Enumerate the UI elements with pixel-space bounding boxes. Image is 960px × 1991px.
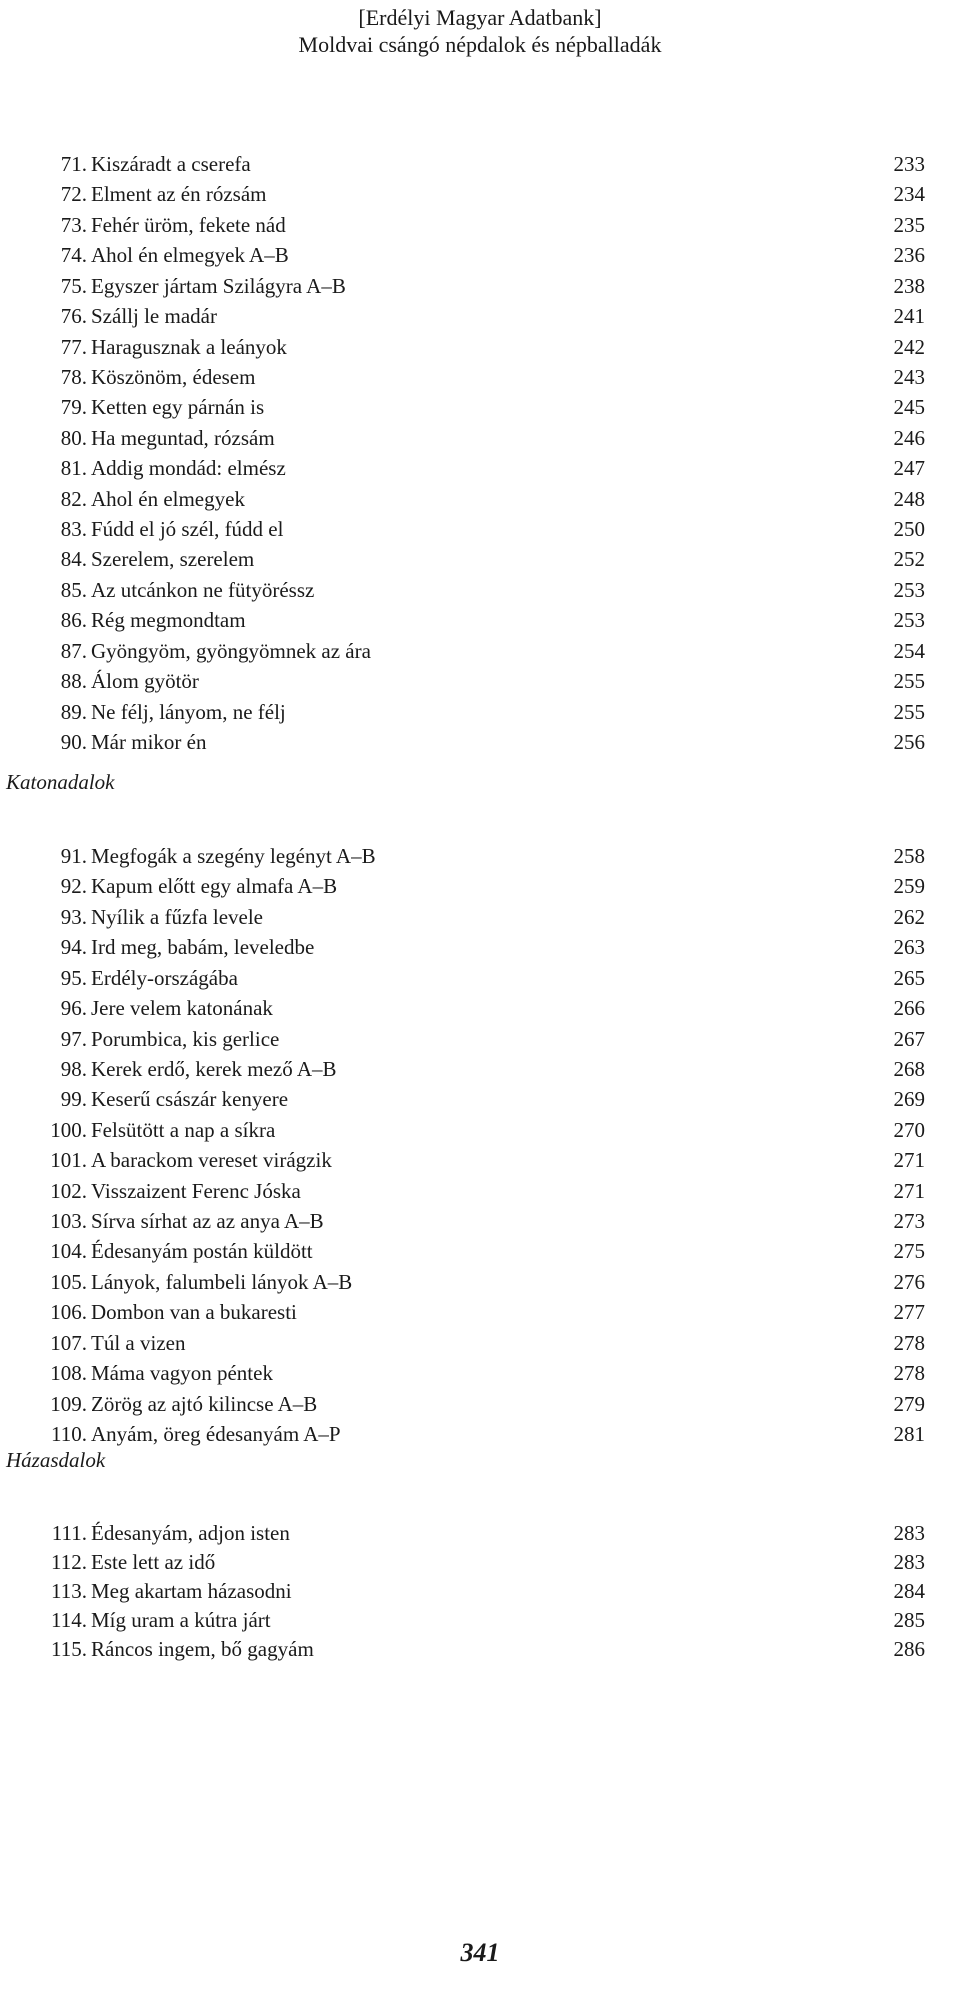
toc-entry-number: 99. xyxy=(60,1087,87,1112)
toc-entry-number: 86. xyxy=(60,608,87,633)
toc-entry xyxy=(0,577,960,603)
toc-entry-page: 281 xyxy=(893,1421,925,1446)
toc-entry-number: 72. xyxy=(60,182,87,207)
toc-entry-number: 106. xyxy=(50,1300,87,1325)
toc-entry-title: Az utcánkon ne fütyöréssz xyxy=(91,577,315,602)
toc-entry-number: 79. xyxy=(60,395,87,420)
toc-entry-number: 76. xyxy=(60,304,87,329)
toc-entry-number: 96. xyxy=(60,996,87,1021)
toc-entry-number: 71. xyxy=(60,152,87,176)
toc-entry xyxy=(0,273,960,299)
page-header xyxy=(0,0,960,58)
toc-entry-number: 87. xyxy=(60,638,87,663)
toc-entry xyxy=(0,607,960,633)
toc-entry xyxy=(0,546,960,572)
toc-entry-number: 78. xyxy=(60,364,87,389)
toc-entry-number: 105. xyxy=(50,1269,87,1294)
toc-entry-page: 247 xyxy=(893,456,925,481)
toc-entry-page: 270 xyxy=(893,1117,925,1142)
toc-entry xyxy=(0,1117,960,1143)
toc-entry-title: Sírva sírhat az az anya A–B xyxy=(91,1209,324,1234)
toc-entry-title: Meg akartam házasodni xyxy=(91,1579,292,1603)
toc-entry xyxy=(0,1578,960,1604)
toc-entry-number: 81. xyxy=(60,456,87,481)
header-title: Moldvai csángó népdalok és népballadák xyxy=(298,32,662,57)
toc-entry-page: 259 xyxy=(893,874,925,899)
toc-entry xyxy=(0,729,960,755)
toc-entry-number: 83. xyxy=(60,517,87,542)
toc-entry-page: 279 xyxy=(893,1391,925,1416)
toc-entry-title: Máma vagyon péntek xyxy=(91,1361,273,1386)
toc-entry-title: Elment az én rózsám xyxy=(91,182,267,207)
toc-entry-number: 104. xyxy=(50,1239,87,1264)
toc-entry xyxy=(0,904,960,930)
toc-entry-title: Visszaizent Ferenc Jóska xyxy=(91,1178,301,1203)
toc-entry-title: Fehér üröm, fekete nád xyxy=(91,212,286,237)
page-number: 341 xyxy=(460,1938,500,1967)
toc-entry-title: Ahol én elmegyek xyxy=(91,486,245,511)
toc-entry-number: 100. xyxy=(50,1117,87,1142)
toc-entry xyxy=(0,1391,960,1417)
toc-entry-title: Megfogák a szegény legényt A–B xyxy=(91,844,376,868)
toc-entry-number: 92. xyxy=(60,874,87,899)
toc-entry-number: 95. xyxy=(60,965,87,990)
toc-entry-page: 258 xyxy=(893,844,925,868)
toc-entry-page: 271 xyxy=(893,1148,925,1173)
toc-entry-page: 242 xyxy=(893,334,925,359)
toc-entry-title: Haragusznak a leányok xyxy=(91,334,287,359)
toc-entry xyxy=(0,1056,960,1082)
section-heading-hazasdalok: Házasdalok xyxy=(6,1448,106,1472)
toc-entry-page: 268 xyxy=(893,1056,925,1081)
toc-entry xyxy=(0,364,960,390)
toc-entry-page: 253 xyxy=(893,608,925,633)
toc-entry-number: 77. xyxy=(60,334,87,359)
toc-entry-number: 73. xyxy=(60,212,87,237)
toc-entry-title: Anyám, öreg édesanyám A–P xyxy=(91,1421,341,1446)
toc-entry xyxy=(0,873,960,899)
toc-entry-page: 269 xyxy=(893,1087,925,1112)
toc-entry xyxy=(0,1421,960,1447)
toc-entry-title: Kapum előtt egy almafa A–B xyxy=(91,874,338,899)
toc-entry-number: 93. xyxy=(60,904,87,929)
toc-entry-title: Kiszáradt a cserefa xyxy=(91,152,251,176)
toc-entry-page: 252 xyxy=(893,547,925,572)
toc-entry-title: Este lett az idő xyxy=(91,1550,216,1574)
toc-entry-title: Jere velem katonának xyxy=(91,996,273,1021)
toc-entry-page: 255 xyxy=(893,699,925,724)
toc-entry xyxy=(0,1607,960,1633)
toc-entry-page: 246 xyxy=(893,425,925,450)
toc-entry xyxy=(0,1269,960,1295)
toc-entry-title: Dombon van a bukaresti xyxy=(91,1300,297,1325)
toc-entry-title: Édesanyám postán küldött xyxy=(91,1239,313,1264)
toc-entry xyxy=(0,1360,960,1386)
toc-entry-page: 248 xyxy=(893,486,925,511)
toc-entry xyxy=(0,212,960,238)
toc-entry-page: 284 xyxy=(893,1579,925,1603)
toc-entry-page: 267 xyxy=(893,1026,925,1051)
toc-entry-number: 115. xyxy=(51,1637,87,1661)
toc-entry-page: 285 xyxy=(893,1608,925,1632)
toc-entry-title: Lányok, falumbeli lányok A–B xyxy=(91,1269,353,1294)
toc-entry xyxy=(0,394,960,420)
toc-entry xyxy=(0,934,960,960)
toc-entry xyxy=(0,181,960,207)
toc-entry xyxy=(0,486,960,512)
toc-entry-number: 91. xyxy=(60,844,87,868)
toc-entry-title: Túl a vizen xyxy=(91,1330,186,1355)
toc-entry xyxy=(0,455,960,481)
toc-entry-number: 98. xyxy=(60,1056,87,1081)
toc-entry xyxy=(0,1026,960,1052)
toc-entry-title: Felsütött a nap a síkra xyxy=(91,1117,276,1142)
toc-entry xyxy=(0,1238,960,1264)
toc-entry-number: 80. xyxy=(60,425,87,450)
toc-entry-page: 243 xyxy=(893,364,925,389)
toc-entry-page: 235 xyxy=(893,212,925,237)
toc-entry xyxy=(0,334,960,360)
toc-entry-title: Ne félj, lányom, ne félj xyxy=(91,699,286,724)
toc-entry-title: Egyszer jártam Szilágyra A–B xyxy=(91,273,346,298)
toc-entry-title: Köszönöm, édesem xyxy=(91,364,256,389)
toc-entry-title: Porumbica, kis gerlice xyxy=(91,1026,280,1051)
toc-entry xyxy=(0,1299,960,1325)
toc-entry-title: Ird meg, babám, leveledbe xyxy=(91,935,315,960)
toc-entry-page: 266 xyxy=(893,996,925,1021)
toc-entry xyxy=(0,1147,960,1173)
toc-entry-page: 241 xyxy=(893,304,925,329)
toc-entry-page: 250 xyxy=(893,517,925,542)
toc-entry-page: 253 xyxy=(893,577,925,602)
header-source: [Erdélyi Magyar Adatbank] xyxy=(358,5,602,30)
toc-entry-number: 103. xyxy=(50,1209,87,1234)
toc-entry-title: Ha meguntad, rózsám xyxy=(91,425,275,450)
toc-entry-page: 283 xyxy=(893,1521,925,1545)
toc-entry-title: Fúdd el jó szél, fúdd el xyxy=(91,517,284,542)
toc-entry xyxy=(0,668,960,694)
toc-entry-title: Édesanyám, adjon isten xyxy=(91,1521,290,1545)
toc-entry xyxy=(0,1178,960,1204)
toc-entry-number: 75. xyxy=(60,273,87,298)
toc-entry-title: Ketten egy párnán is xyxy=(91,395,265,420)
toc-entry-page: 277 xyxy=(893,1300,925,1325)
toc-entry xyxy=(0,1636,960,1662)
toc-entry-title: Rég megmondtam xyxy=(91,608,246,633)
toc-entry-number: 74. xyxy=(60,243,87,268)
toc-entry-title: Szerelem, szerelem xyxy=(91,547,255,572)
toc-entry-page: 276 xyxy=(893,1269,925,1294)
toc-entry-number: 85. xyxy=(60,577,87,602)
toc-entry xyxy=(0,425,960,451)
toc-entry xyxy=(0,516,960,542)
toc-entry-title: Erdély-országába xyxy=(91,965,238,990)
toc-entry-number: 111. xyxy=(51,1521,87,1545)
toc-entry-title: Ahol én elmegyek A–B xyxy=(91,243,289,268)
section-heading-katonadalok: Katonadalok xyxy=(6,770,115,794)
toc-entry-page: 265 xyxy=(893,965,925,990)
toc-entry-page: 278 xyxy=(893,1361,925,1386)
toc-entry-number: 108. xyxy=(50,1361,87,1386)
toc-entry xyxy=(0,303,960,329)
toc-entry-number: 84. xyxy=(60,547,87,572)
toc-entry xyxy=(0,242,960,268)
toc-entry xyxy=(0,1549,960,1575)
toc-entry-number: 107. xyxy=(50,1330,87,1355)
toc-entry-title: Már mikor én xyxy=(91,729,207,754)
toc-entry-page: 271 xyxy=(893,1178,925,1203)
toc-entry-title: Álom gyötör xyxy=(91,669,199,694)
toc-entry xyxy=(0,638,960,664)
toc-entry-number: 101. xyxy=(50,1148,87,1173)
toc-entry xyxy=(0,151,960,177)
toc-entry-number: 110. xyxy=(51,1421,87,1446)
toc-entry-page: 233 xyxy=(893,152,925,176)
toc-entry-number: 94. xyxy=(60,935,87,960)
toc-entry xyxy=(0,1086,960,1112)
toc-entry-number: 113. xyxy=(51,1579,87,1603)
toc-entry-title: Keserű császár kenyere xyxy=(91,1087,289,1112)
toc-entry-title: Zörög az ajtó kilincse A–B xyxy=(91,1391,318,1416)
toc-entry xyxy=(0,1330,960,1356)
toc-entry-number: 88. xyxy=(60,669,87,694)
toc-entry-page: 263 xyxy=(893,935,925,960)
toc-entry-page: 286 xyxy=(893,1637,925,1661)
toc-entry-page: 262 xyxy=(893,904,925,929)
toc-entry-number: 112. xyxy=(51,1550,87,1574)
toc-entry-page: 275 xyxy=(893,1239,925,1264)
toc-entry xyxy=(0,1208,960,1234)
toc-entry-page: 254 xyxy=(893,638,925,663)
toc-entry-title: Míg uram a kútra járt xyxy=(91,1608,271,1632)
toc-entry-number: 109. xyxy=(50,1391,87,1416)
toc-entry xyxy=(0,995,960,1021)
toc-entry-page: 236 xyxy=(893,243,925,268)
toc-entry-page: 238 xyxy=(893,273,925,298)
toc-entry-page: 278 xyxy=(893,1330,925,1355)
toc-entry-number: 90. xyxy=(60,729,87,754)
toc-entry-title: Nyílik a fűzfa levele xyxy=(91,904,263,929)
toc-entry-number: 89. xyxy=(60,699,87,724)
toc-entry-number: 114. xyxy=(51,1608,87,1632)
toc-entry-page: 283 xyxy=(893,1550,925,1574)
toc-entry-page: 245 xyxy=(893,395,925,420)
toc-entry-page: 234 xyxy=(893,182,925,207)
toc-entry-number: 102. xyxy=(50,1178,87,1203)
toc-entry xyxy=(0,699,960,725)
toc-entry-page: 256 xyxy=(893,729,925,754)
toc-entry xyxy=(0,965,960,991)
toc-entry-number: 97. xyxy=(60,1026,87,1051)
toc-entry-number: 82. xyxy=(60,486,87,511)
toc-entry-title: Ráncos ingem, bő gagyám xyxy=(91,1637,314,1661)
toc-entry-title: Kerek erdő, kerek mező A–B xyxy=(91,1056,337,1081)
toc-entry-page: 255 xyxy=(893,669,925,694)
toc-entry-page: 273 xyxy=(893,1209,925,1234)
toc-entry xyxy=(0,843,960,869)
toc-entry xyxy=(0,1520,960,1546)
toc-entry-title: A barackom vereset virágzik xyxy=(91,1148,332,1173)
toc-entry-title: Gyöngyöm, gyöngyömnek az ára xyxy=(91,638,371,663)
toc-entry-title: Addig mondád: elmész xyxy=(91,456,286,481)
toc-entry-title: Szállj le madár xyxy=(91,304,217,329)
